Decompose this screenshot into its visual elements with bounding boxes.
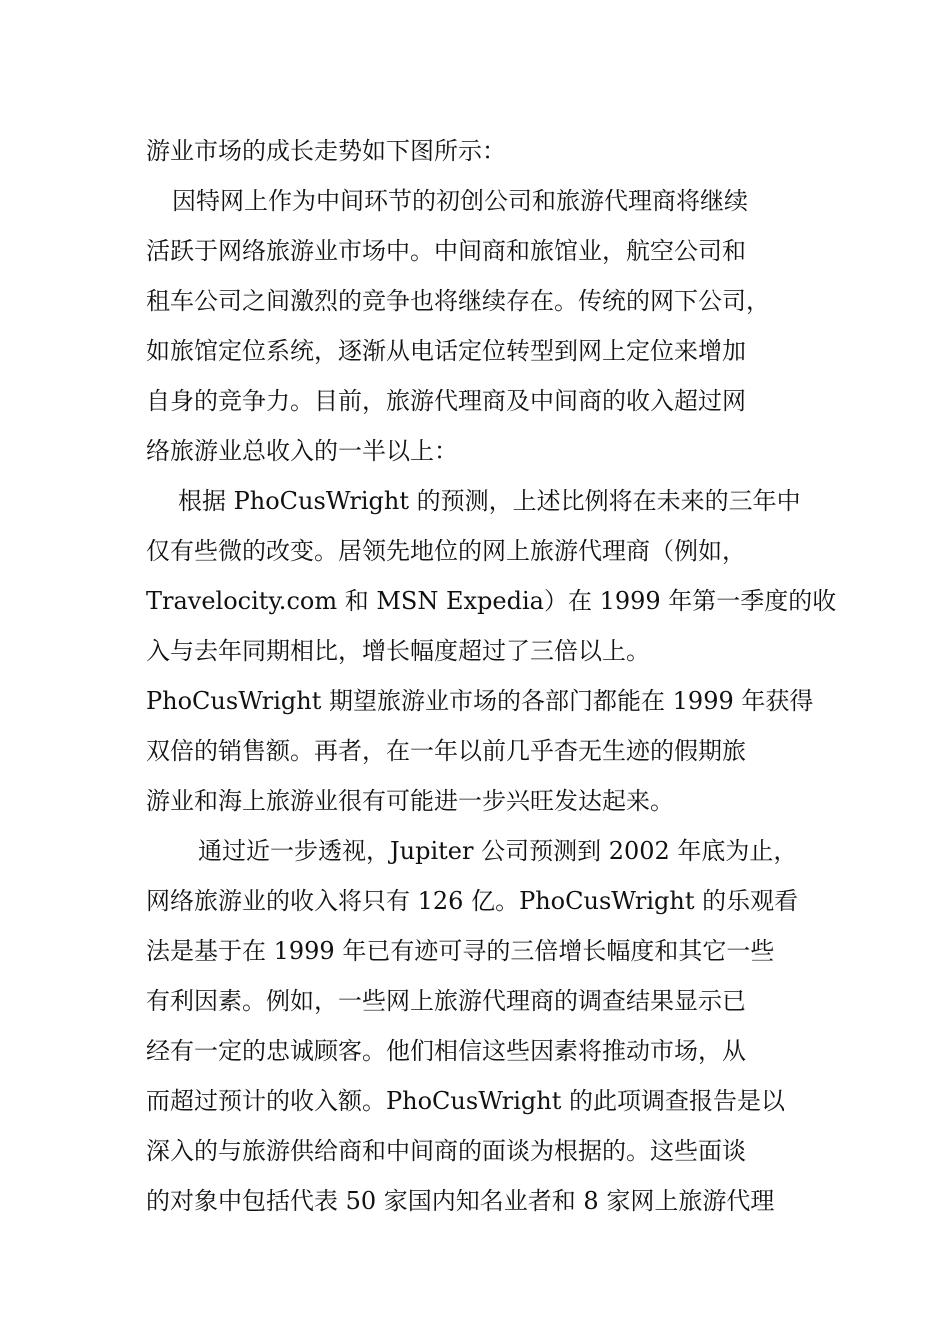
text-line: 通过近一步透视，Jupiter 公司预测到 2002 年底为止，: [198, 837, 798, 865]
text-line: 双倍的销售额。再者，在一年以前几乎杳无生迹的假期旅: [146, 737, 746, 765]
text-line: 自身的竞争力。目前，旅游代理商及中间商的收入超过网: [146, 387, 746, 415]
text-line: 租车公司之间激烈的竞争也将继续存在。传统的网下公司，: [146, 287, 770, 315]
text-line: 入与去年同期相比，增长幅度超过了三倍以上。: [146, 637, 650, 665]
text-line: 仅有些微的改变。居领先地位的网上旅游代理商（例如，: [146, 537, 746, 565]
text-line: 游业和海上旅游业很有可能进一步兴旺发达起来。: [146, 787, 674, 815]
text-line: 如旅馆定位系统，逐渐从电话定位转型到网上定位来增加: [146, 337, 746, 365]
text-line: 经有一定的忠诚顾客。他们相信这些因素将推动市场，从: [146, 1037, 746, 1065]
body-text: [146, 126, 837, 1226]
text-line: 网络旅游业的收入将只有 126 亿。PhoCusWright 的乐观看: [146, 887, 799, 915]
text-line: 而超过预计的收入额。PhoCusWright 的此项调查报告是以: [146, 1087, 786, 1115]
text-line: 络旅游业总收入的一半以上：: [146, 437, 458, 465]
text-line: 根据 PhoCusWright 的预测，上述比例将在未来的三年中: [178, 487, 801, 515]
text-line: 有利因素。例如，一些网上旅游代理商的调查结果显示已: [146, 987, 746, 1015]
text-line: 游业市场的成长走势如下图所示：: [146, 137, 506, 165]
text-line: 因特网上作为中间环节的初创公司和旅游代理商将继续: [172, 187, 748, 215]
text-line: PhoCusWright 期望旅游业市场的各部门都能在 1999 年获得: [146, 687, 814, 715]
text-line: 深入的与旅游供给商和中间商的面谈为根据的。这些面谈: [146, 1137, 746, 1165]
text-line: Travelocity.com 和 MSN Expedia）在 1999 年第一季度的收: [146, 587, 837, 615]
text-line: 的对象中包括代表 50 家国内知名业者和 8 家网上旅游代理: [146, 1187, 775, 1215]
text-line: 法是基于在 1999 年已有迹可寻的三倍增长幅度和其它一些: [146, 937, 775, 965]
text-line: 活跃于网络旅游业市场中。中间商和旅馆业，航空公司和: [146, 237, 746, 265]
